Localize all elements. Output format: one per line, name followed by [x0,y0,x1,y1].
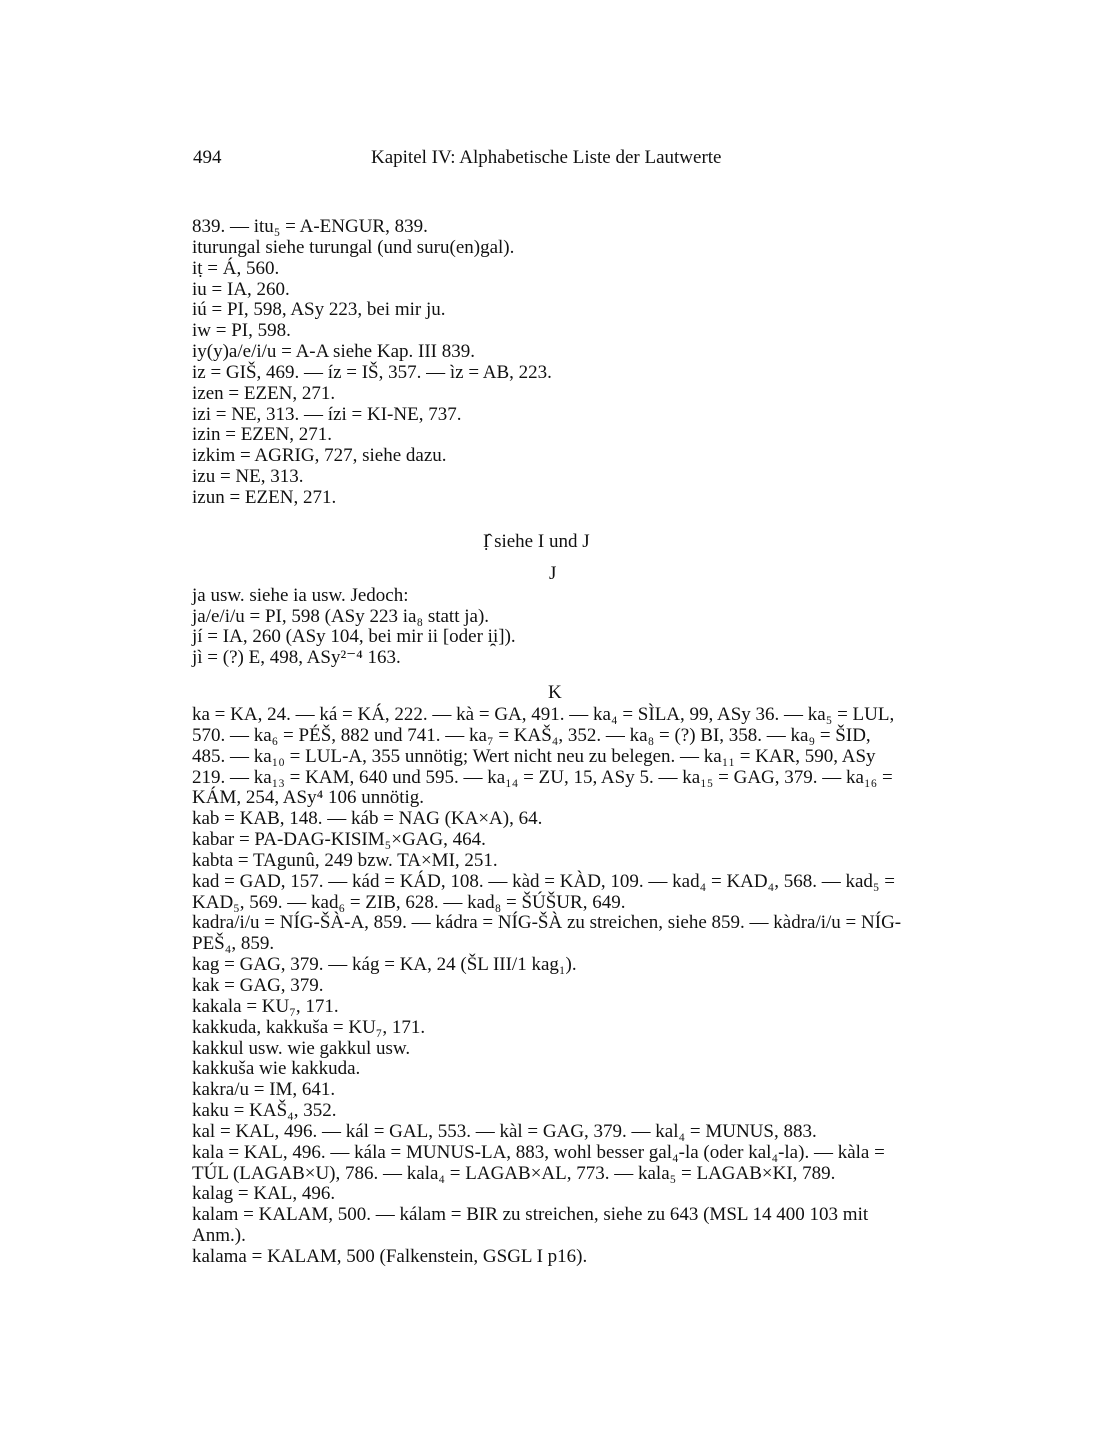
text-line: ja/e/i/u = PI, 598 (ASy 223 ia₈ statt ja). [192,605,490,627]
text-line: kak = GAG, 379. [192,975,324,996]
text-line: kalag = KAL, 496. [192,1183,336,1205]
text-line: iu = IA, 260. [192,278,290,300]
section-heading-k: K [548,682,562,704]
text-line: ka = KA, 24. — ká = KÁ, 222. — kà = GA, 491. — ka₄ = SÌLA, 99, ASy 36. — ka₅ = LUL, [192,704,895,726]
text-line: ja usw. siehe ia usw. Jedoch: [192,584,409,606]
text-line: izi = NE, 313. — ízi = KI-NE, 737. [192,403,462,425]
text-line: kal = KAL, 496. — kál = GAL, 553. — kàl = GAG, 379. — kal₄ = MUNUS, 883. [192,1120,817,1142]
text-line: kag = GAG, 379. — kág = KA, 24 (ŠL III/1 kag₁). [192,954,577,976]
text-line: KÁM, 254, ASy⁴ 106 unnötig. [192,787,425,809]
text-line: kakala = KU₇, 171. [192,995,339,1017]
text-line: jí = IA, 260 (ASy 104, bei mir ii [oder i̯i]). [192,626,516,648]
text-line: TÚL (LAGAB×U), 786. — kala₄ = LAGAB×AL, 773. — kala₅ = LAGAB×KI, 789. [192,1162,836,1184]
text-line: kabar = PA-DAG-KISIM₅×GAG, 464. [192,829,486,851]
text-line: kab = KAB, 148. — káb = NAG (KA×A), 64. [192,808,543,830]
text-line: kakra/u = IM, 641. [192,1079,336,1101]
text-line: iw = PI, 598. [192,320,291,342]
text-line: iturungal siehe turungal (und suru(en)gal). [192,236,515,258]
section-heading-i: Ị̂ siehe I und J [483,530,590,552]
text-line: izin = EZEN, 271. [192,424,332,446]
text-line: jì = (?) E, 498, ASy²⁻⁴ 163. [192,647,401,669]
text-line: kalama = KALAM, 500 (Falkenstein, GSGL I p16). [192,1245,588,1267]
text-line: kakkuša wie kakkuda. [192,1058,361,1080]
text-line: izen = EZEN, 271. [192,382,336,404]
text-line: kaku = KAŠ₄, 352. [192,1100,337,1122]
running-head: Kapitel IV: Alphabetische Liste der Lautwerte [371,147,722,168]
page-number: 494 [193,147,222,168]
text-line: iú = PI, 598, ASy 223, bei mir ju. [192,299,446,321]
body-text [192,217,922,1289]
text-line: izu = NE, 313. [192,466,304,488]
text-line: iy(y)a/e/i/u = A-A siehe Kap. III 839. [192,341,475,363]
text-line: PEŠ₄, 859. [192,933,275,955]
text-line [192,1268,922,1289]
text-line: kabta = TAgunû, 249 bzw. TA×MI, 251. [192,849,498,871]
text-line: 570. — ka₆ = PÉŠ, 882 und 741. — ka₇ = KAŠ₄, 352. — ka₈ = (?) BI, 358. — ka₉ = ŠID, [192,724,871,746]
text-line: kadra/i/u = NÍG-ŠÀ-A, 859. — kádra = NÍG-ŠÀ zu streichen, siehe 859. — kàdra/i/u = NÍG- [192,912,902,934]
text-line: kakkuda, kakkuša = KU₇, 171. [192,1016,426,1038]
text-line: kala = KAL, 496. — kála = MUNUS-LA, 883, wohl besser gal₄-la (oder kal₄-la). — kàla = [192,1141,885,1163]
text-line: Anm.). [192,1225,246,1247]
text-line: kad = GAD, 157. — kád = KÁD, 108. — kàd = KÀD, 109. — kad₄ = KAD₄, 568. — kad₅ = [192,870,896,892]
text-line: izkim = AGRIG, 727, siehe dazu. [192,445,447,467]
text-line: kakkul usw. wie gakkul usw. [192,1037,411,1059]
section-heading-j: J [549,562,557,584]
text-line: izun = EZEN, 271. [192,486,337,508]
text-line: KAD₅, 569. — kad₆ = ZIB, 628. — kad₈ = ŠÚŠUR, 649. [192,891,626,913]
text-line: 839. — itu₅ = A-ENGUR, 839. [192,216,428,237]
text-line: 485. — ka₁₀ = LUL-A, 355 unnötig; Wert nicht neu zu belegen. — ka₁₁ = KAR, 590, ASy [192,745,876,767]
text-line: 219. — ka₁₃ = KAM, 640 und 595. — ka₁₄ = ZU, 15, ASy 5. — ka₁₅ = GAG, 379. — ka₁₆ = [192,766,893,788]
text-line: kalam = KALAM, 500. — kálam = BIR zu streichen, siehe zu 643 (MSL 14 400 103 mit [192,1204,869,1226]
text-line: iṭ = Á, 560. [192,257,280,279]
text-line: iz = GIŠ, 469. — íz = IŠ, 357. — ìz = AB, 223. [192,361,552,383]
